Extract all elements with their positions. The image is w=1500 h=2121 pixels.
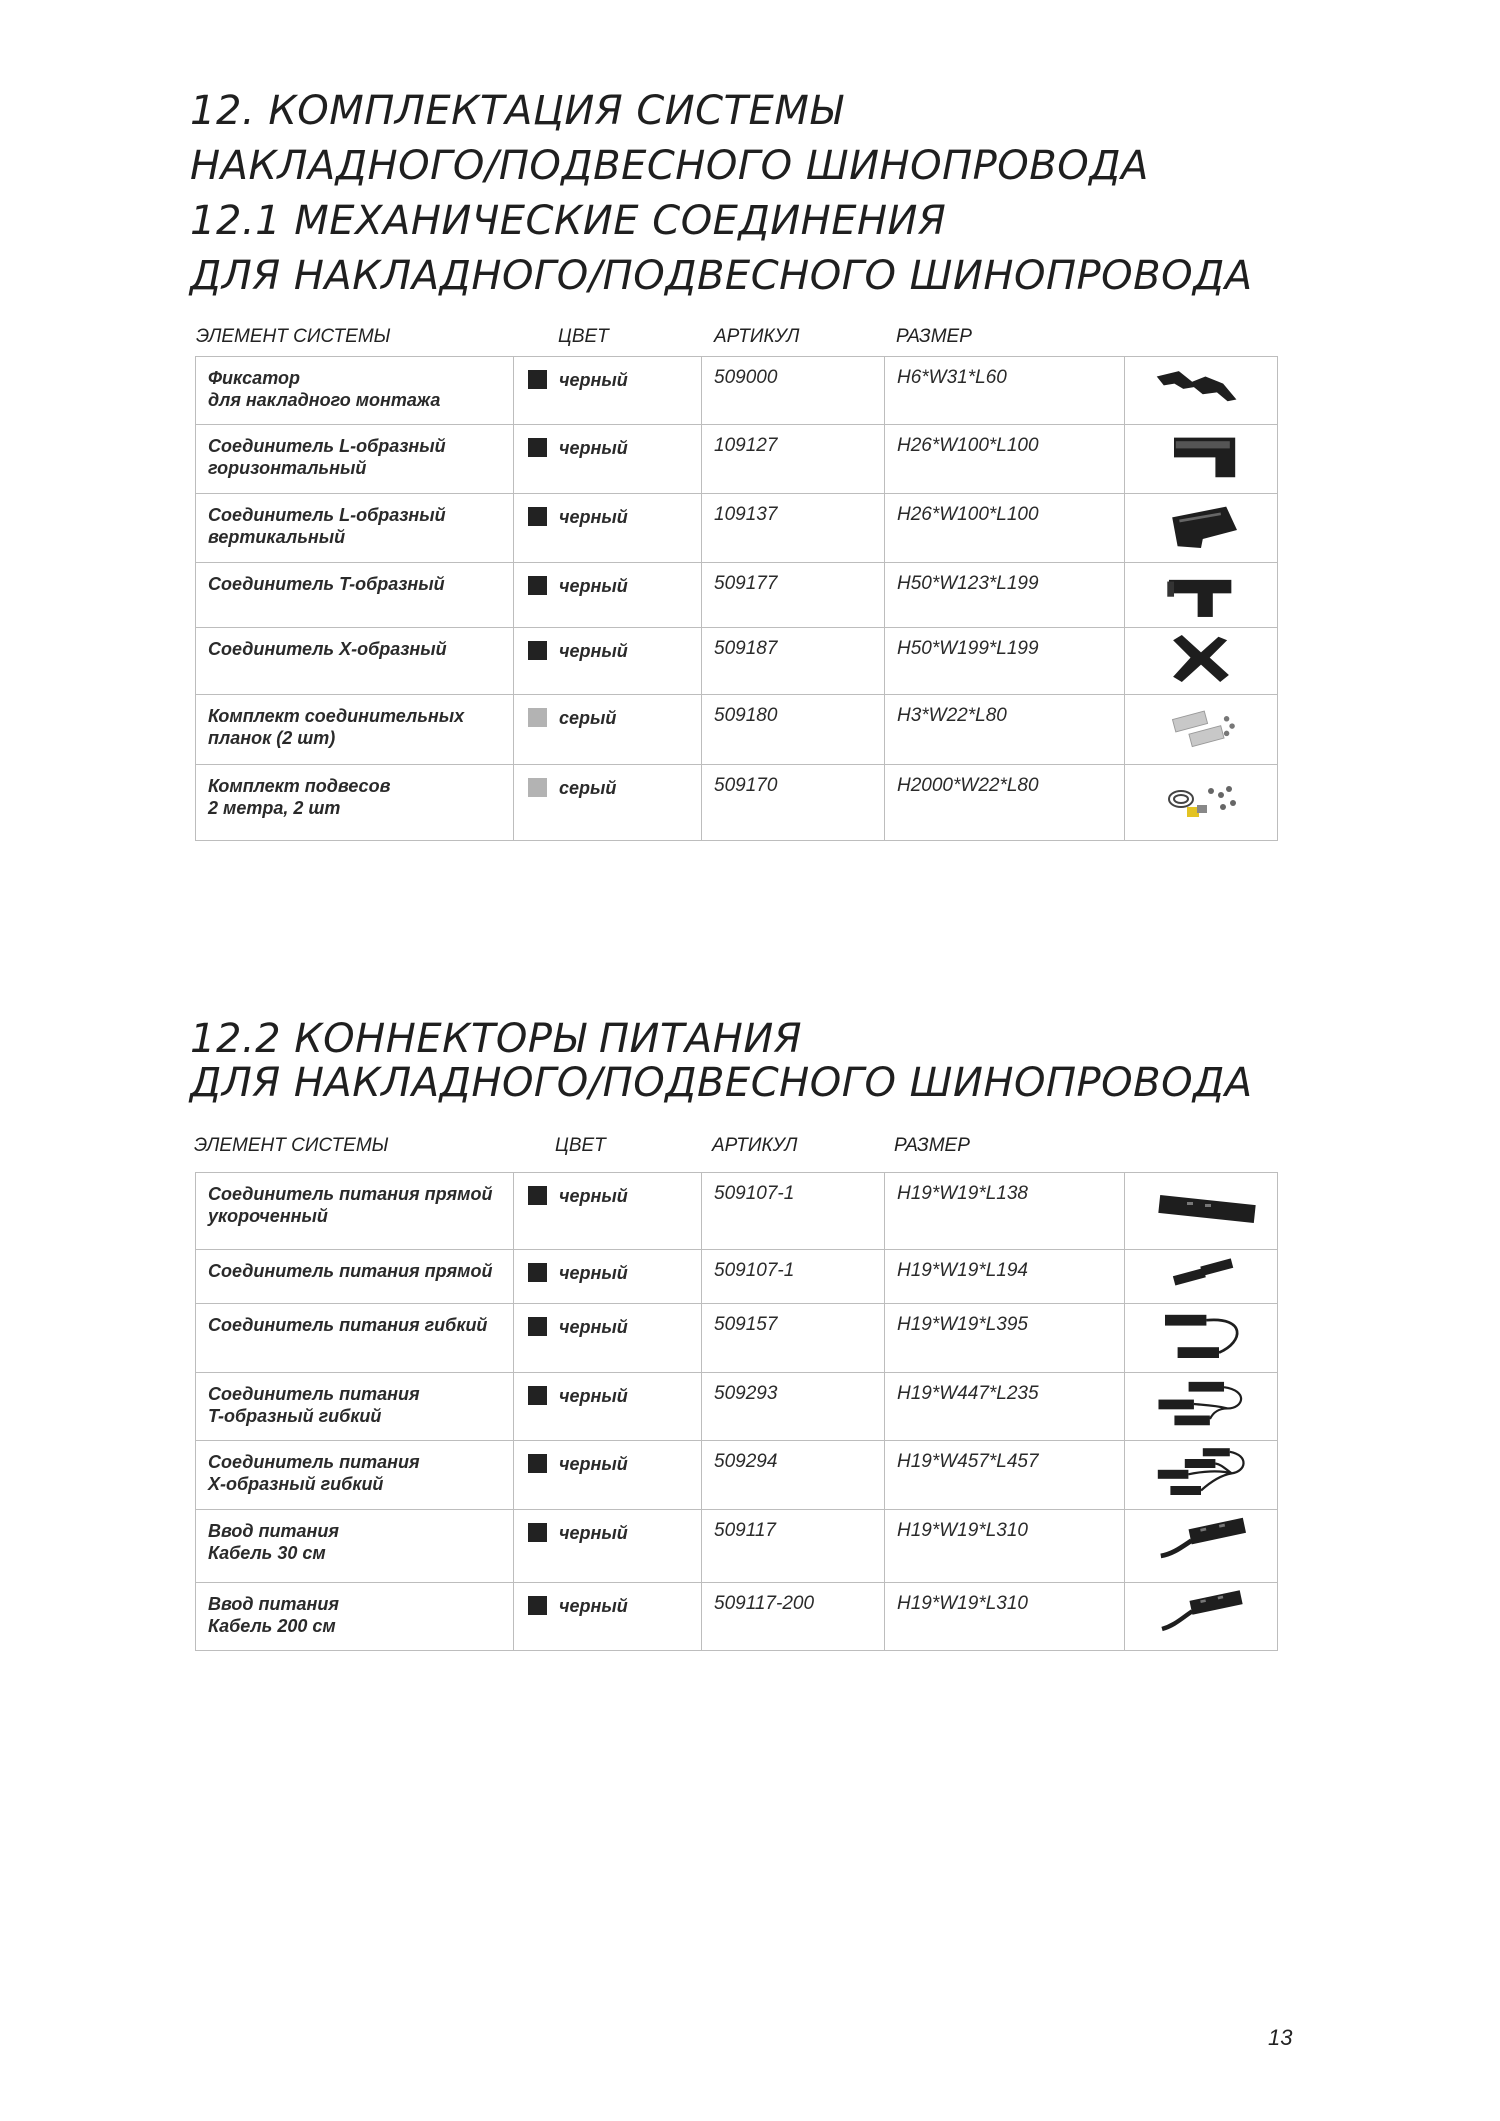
product-image [1125,1250,1278,1304]
color-cell [514,628,702,695]
element-name [196,1250,514,1304]
color-label: серый [559,708,617,728]
color-label: черный [559,1454,628,1474]
column-header-color: ЦВЕТ [558,326,609,347]
element-name [196,765,514,841]
color-label: черный [559,1523,628,1543]
element-name-line: Кабель 30 см [208,1543,326,1563]
element-name-line: X-образный гибкий [208,1474,384,1494]
table-row [196,1510,1278,1583]
product-image [1125,1304,1278,1373]
element-name [196,1304,514,1373]
element-name [196,1173,514,1250]
article-number: 509187 [702,628,885,695]
element-name-line: для накладного монтажа [208,390,441,410]
element-name-line: Соединитель T-образный [208,574,445,594]
element-name-line: вертикальный [208,527,346,547]
product-image [1125,425,1278,494]
color-swatch [528,1596,547,1615]
product-image [1125,357,1278,425]
color-swatch [528,641,547,660]
color-label: серый [559,778,617,798]
title-line: ДЛЯ НАКЛАДНОГО/ПОДВЕСНОГО ШИНОПРОВОДА [190,253,1253,299]
x-connector-icon [1131,628,1271,689]
color-cell [514,494,702,563]
size-value: H50*W199*L199 [885,628,1125,695]
color-label: черный [559,576,628,596]
table-row [196,1441,1278,1510]
size-value: H50*W123*L199 [885,563,1125,628]
size-value: H19*W19*L310 [885,1583,1125,1651]
element-name [196,1583,514,1651]
color-swatch [528,1523,547,1542]
product-image [1125,628,1278,695]
column-header-color: ЦВЕТ [555,1135,606,1156]
table-row [196,563,1278,628]
title-line: НАКЛАДНОГО/ПОДВЕСНОГО ШИНОПРОВОДА [190,143,1149,189]
table-row [196,1373,1278,1441]
color-swatch [528,576,547,595]
size-value: H19*W457*L457 [885,1441,1125,1510]
element-name [196,494,514,563]
color-cell [514,1173,702,1250]
title-line: 12. КОМПЛЕКТАЦИЯ СИСТЕМЫ [190,88,843,134]
color-label: черный [559,1386,628,1406]
size-value: H6*W31*L60 [885,357,1125,425]
section-1-title [190,84,1253,304]
color-label: черный [559,370,628,390]
article-number: 509180 [702,695,885,765]
column-header-article: АРТИКУЛ [714,326,800,347]
column-header-size: РАЗМЕР [896,326,972,347]
column-header-element: ЭЛЕМЕНТ СИСТЕМЫ [196,326,391,347]
title-line: ДЛЯ НАКЛАДНОГО/ПОДВЕСНОГО ШИНОПРОВОДА [190,1060,1253,1106]
element-name-line: Соединитель L-образный [208,505,446,525]
article-number: 109137 [702,494,885,563]
product-image [1125,563,1278,628]
color-label: черный [559,1263,628,1283]
element-name [196,695,514,765]
article-number: 509177 [702,563,885,628]
page-number: 13 [1268,2025,1293,2050]
product-image [1125,765,1278,841]
title-line: 12.1 МЕХАНИЧЕСКИЕ СОЕДИНЕНИЯ [190,198,947,244]
color-swatch [528,1263,547,1282]
size-value: H3*W22*L80 [885,695,1125,765]
article-number: 509117 [702,1510,885,1583]
column-header-size: РАЗМЕР [894,1135,970,1156]
section-2-title [190,1017,1253,1105]
suspension-kit-icon [1131,765,1271,835]
color-cell [514,765,702,841]
element-name-line: T-образный гибкий [208,1406,382,1426]
color-cell [514,1510,702,1583]
power-connector-t-flexible-icon [1131,1373,1271,1435]
size-value: H2000*W22*L80 [885,765,1125,841]
color-cell [514,1250,702,1304]
element-name [196,1441,514,1510]
article-number: 109127 [702,425,885,494]
element-name-line: Ввод питания [208,1594,340,1614]
color-cell [514,695,702,765]
product-image [1125,1510,1278,1583]
color-swatch [528,1386,547,1405]
color-cell [514,1373,702,1441]
element-name-line: Кабель 200 см [208,1616,336,1636]
table-row [196,357,1278,425]
size-value: H26*W100*L100 [885,494,1125,563]
element-name-line: Ввод питания [208,1521,340,1541]
table-row [196,1173,1278,1250]
color-cell [514,1441,702,1510]
power-feed-200cm-icon [1131,1583,1271,1645]
size-value: H26*W100*L100 [885,425,1125,494]
t-connector-icon [1131,563,1271,622]
color-label: черный [559,641,628,661]
element-name [196,563,514,628]
element-name-line: Соединитель питания [208,1452,420,1472]
color-cell [514,1583,702,1651]
element-name-line: Комплект соединительных [208,706,465,726]
power-connector-flexible-icon [1131,1304,1271,1367]
table-row [196,425,1278,494]
element-name [196,1373,514,1441]
article-number: 509157 [702,1304,885,1373]
title-line: 12.2 КОННЕКТОРЫ ПИТАНИЯ [190,1016,803,1062]
color-cell [514,357,702,425]
element-name-line: Фиксатор [208,368,300,388]
element-name-line: Соединитель питания прямой [208,1261,493,1281]
element-name-line: Соединитель L-образный [208,436,446,456]
element-name [196,628,514,695]
color-cell [514,425,702,494]
product-image [1125,1583,1278,1651]
power-connector-straight-icon [1131,1250,1271,1298]
article-number: 509293 [702,1373,885,1441]
element-name-line: горизонтальный [208,458,367,478]
size-value: H19*W447*L235 [885,1373,1125,1441]
color-swatch [528,708,547,727]
product-image [1125,1173,1278,1250]
color-swatch [528,1186,547,1205]
table-row [196,765,1278,841]
element-name [196,357,514,425]
element-name-line: Соединитель питания прямой [208,1184,493,1204]
power-connector-short-icon [1131,1174,1271,1244]
color-swatch [528,507,547,526]
color-swatch [528,778,547,797]
article-number: 509000 [702,357,885,425]
color-cell [514,563,702,628]
element-name-line: Соединитель питания [208,1384,420,1404]
table-row [196,1250,1278,1304]
article-number: 509107-1 [702,1250,885,1304]
color-cell [514,1304,702,1373]
l-connector-vertical-icon [1131,494,1271,557]
table-row [196,628,1278,695]
article-number: 509117-200 [702,1583,885,1651]
size-value: H19*W19*L310 [885,1510,1125,1583]
size-value: H19*W19*L194 [885,1250,1125,1304]
table-row [196,494,1278,563]
element-name-line: Соединитель питания гибкий [208,1315,488,1335]
color-label: черный [559,1186,628,1206]
l-connector-horizontal-icon [1131,425,1271,488]
fixator-icon [1131,357,1271,419]
color-swatch [528,1454,547,1473]
color-label: черный [559,438,628,458]
element-name [196,425,514,494]
element-name [196,1510,514,1583]
color-label: черный [559,507,628,527]
table-row [196,695,1278,765]
mechanical-connections-table [195,356,1278,841]
article-number: 509107-1 [702,1173,885,1250]
column-header-article: АРТИКУЛ [712,1135,798,1156]
product-image [1125,1373,1278,1441]
product-image [1125,695,1278,765]
color-swatch [528,438,547,457]
color-swatch [528,370,547,389]
color-label: черный [559,1596,628,1616]
element-name-line: 2 метра, 2 шт [208,798,341,818]
product-image [1125,494,1278,563]
element-name-line: Комплект подвесов [208,776,391,796]
color-swatch [528,1317,547,1336]
size-value: H19*W19*L138 [885,1173,1125,1250]
table-row [196,1304,1278,1373]
size-value: H19*W19*L395 [885,1304,1125,1373]
power-feed-30cm-icon [1131,1510,1271,1577]
connecting-plates-icon [1131,695,1271,759]
article-number: 509294 [702,1441,885,1510]
table-row [196,1583,1278,1651]
power-connector-x-flexible-icon [1131,1441,1271,1504]
column-header-element: ЭЛЕМЕНТ СИСТЕМЫ [194,1135,389,1156]
article-number: 509170 [702,765,885,841]
element-name-line: планок (2 шт) [208,728,336,748]
product-image [1125,1441,1278,1510]
color-label: черный [559,1317,628,1337]
element-name-line: Соединитель X-образный [208,639,447,659]
element-name-line: укороченный [208,1206,328,1226]
power-connectors-table [195,1172,1278,1651]
